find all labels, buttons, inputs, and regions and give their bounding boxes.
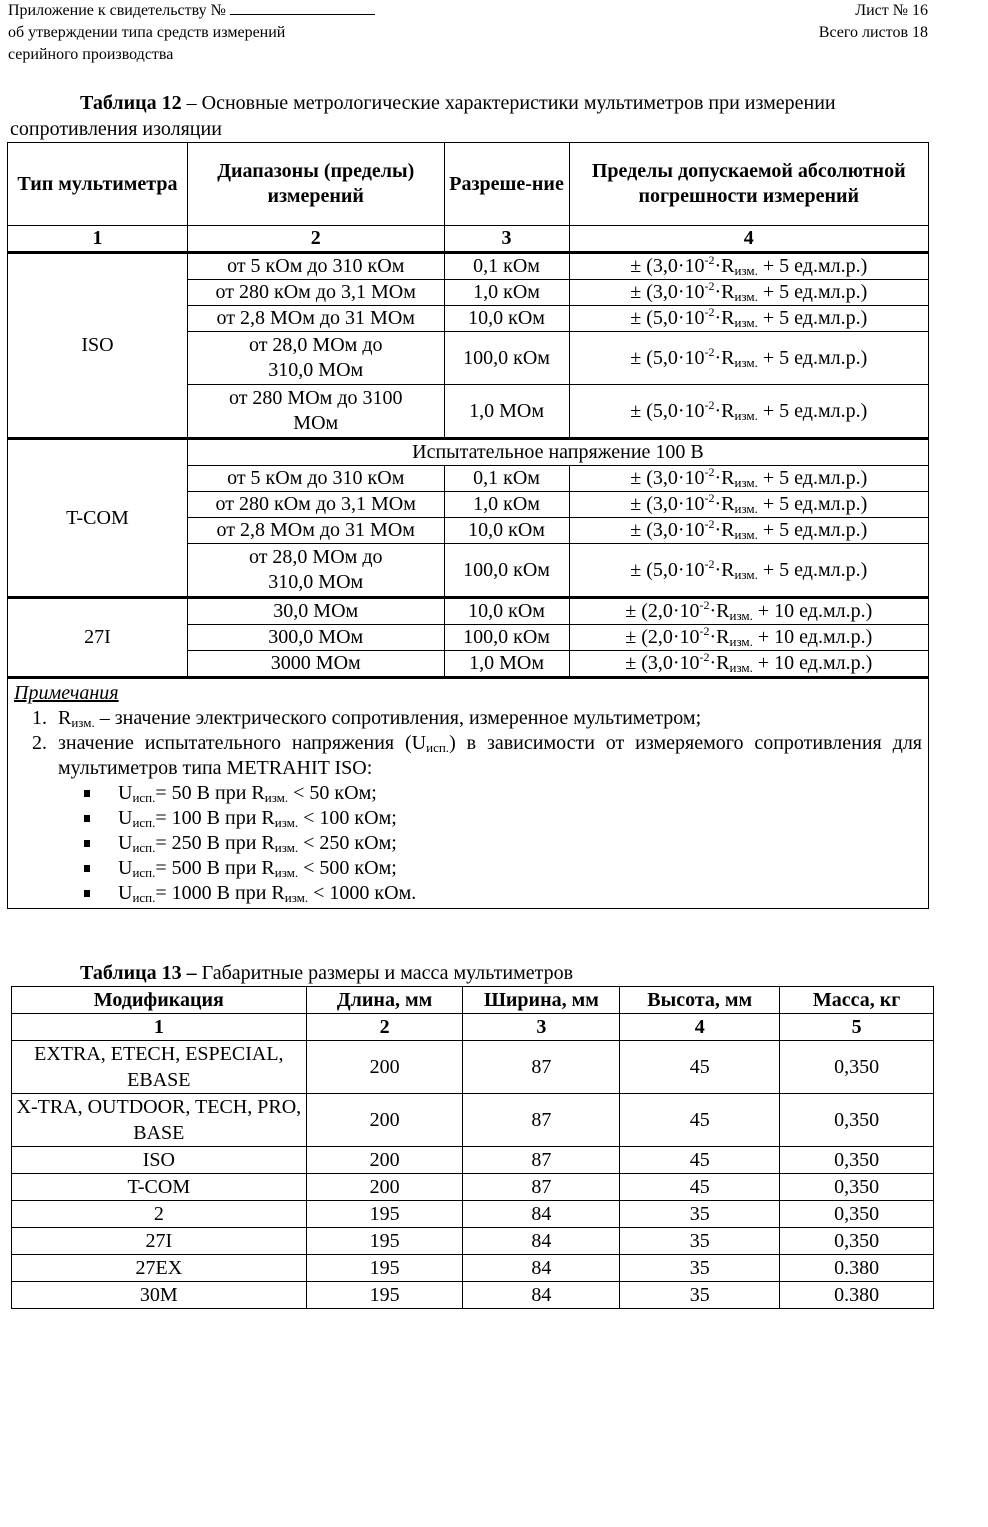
resistance-subscript: изм.: [734, 289, 758, 304]
header-line-2: об утверждении типа средств измерений: [8, 24, 286, 41]
resistance-subscript: изм.: [71, 715, 95, 730]
table-12-label: Таблица 12: [80, 92, 182, 114]
resistance-subscript: изм.: [729, 634, 753, 649]
error-exponent: -2: [704, 465, 715, 479]
resolution: 1,0 кОм: [444, 492, 569, 518]
length: 200: [306, 1174, 463, 1201]
modification: 27I: [12, 1228, 307, 1255]
multimeter-type: ISO: [8, 253, 188, 439]
header-line-1: Приложение к свидетельству №: [8, 0, 375, 22]
table-row: [8, 439, 929, 466]
voltage-value: = 250 В при R: [155, 832, 275, 854]
resistance-symbol: ·R: [709, 626, 730, 648]
resistance-limit: < 1000 кОм.: [308, 882, 417, 904]
voltage-subscript: исп.: [132, 890, 156, 905]
error-digits: + 5 ед.мл.р.): [757, 255, 868, 277]
resistance-symbol: ·R: [714, 399, 735, 422]
table-13-column-numbers: [12, 1014, 934, 1041]
column-number: 2: [306, 1014, 463, 1041]
document-header-right: [819, 0, 928, 44]
column-number: 1: [8, 226, 188, 253]
total-sheets: Всего листов 18: [818, 24, 928, 41]
column-header: Тип мультиметра: [8, 143, 188, 226]
height: 45: [620, 1094, 780, 1147]
note-text: – значение электрического сопротивления, измеренное мультиметром;: [94, 707, 702, 729]
column-number: 5: [780, 1014, 934, 1041]
voltage-subscript: исп.: [426, 740, 450, 755]
note-2: [52, 731, 928, 781]
resistance-symbol: ·R: [714, 307, 735, 329]
modification: ISO: [12, 1147, 307, 1174]
length: 200: [306, 1147, 463, 1174]
resistance-symbol: ·R: [714, 493, 735, 515]
length: 195: [306, 1282, 463, 1309]
multimeter-type: 27I: [8, 598, 188, 678]
resistance-symbol: ·R: [714, 281, 735, 303]
width: 87: [463, 1174, 620, 1201]
modification: EXTRA, ETECH, ESPECIAL, EBASE: [12, 1041, 307, 1094]
resistance-symbol: ·R: [709, 600, 730, 622]
width: 87: [463, 1041, 620, 1094]
resistance-symbol: ·R: [714, 255, 735, 277]
error-limit: [569, 466, 929, 492]
mass: 0,350: [780, 1147, 934, 1174]
resistance-limit: < 500 кОм;: [298, 857, 397, 879]
height: 45: [620, 1174, 780, 1201]
error-limit: [569, 625, 929, 651]
column-number: 4: [620, 1014, 780, 1041]
column-number: 3: [463, 1014, 620, 1041]
measurement-range: от 5 кОм до 310 кОм: [187, 466, 444, 492]
measurement-range: 30,0 МОм: [187, 598, 444, 625]
voltage-subscript: исп.: [132, 865, 156, 880]
modification: T-COM: [12, 1174, 307, 1201]
error-digits: + 10 ед.мл.р.): [752, 652, 873, 674]
resolution: 0,1 кОм: [444, 253, 569, 280]
column-header: Длина, мм: [306, 987, 463, 1014]
voltage-symbol: U: [118, 832, 133, 854]
column-header: Модификация: [12, 987, 307, 1014]
column-header: Масса, кг: [780, 987, 934, 1014]
resistance-subscript: изм.: [734, 263, 758, 278]
test-voltage-item: [118, 831, 928, 856]
resistance-subscript: изм.: [734, 407, 758, 423]
resolution: 1,0 кОм: [444, 280, 569, 306]
error-exponent: -2: [699, 650, 710, 664]
measurement-range: от 280 кОм до 3,1 МОм: [187, 280, 444, 306]
voltage-symbol: U: [118, 857, 133, 879]
error-exponent: -2: [704, 253, 715, 267]
error-limit: [569, 253, 929, 280]
width: 84: [463, 1282, 620, 1309]
error-coefficient: ± (5,0·10: [630, 558, 705, 581]
table-13-label: Таблица 13 –: [80, 962, 197, 984]
error-coefficient: ± (3,0·10: [630, 467, 705, 489]
height: 35: [620, 1228, 780, 1255]
table-row: [12, 1147, 934, 1174]
note-text: ) в зависимости от измеряемого сопротивления для мультиметров типа METRAHIT ISO:: [58, 732, 923, 779]
error-digits: + 5 ед.мл.р.): [757, 281, 868, 303]
width: 84: [463, 1201, 620, 1228]
length: 195: [306, 1201, 463, 1228]
column-header: Пределы допускаемой абсолютной погрешности измерений: [569, 143, 929, 226]
error-coefficient: ± (3,0·10: [630, 281, 705, 303]
column-header: Ширина, мм: [463, 987, 620, 1014]
modification: X-TRA, OUTDOOR, TECH, PRO, BASE: [12, 1094, 307, 1147]
column-number: 3: [444, 226, 569, 253]
column-number: 2: [187, 226, 444, 253]
length: 200: [306, 1041, 463, 1094]
test-voltage-subheader: Испытательное напряжение 100 В: [187, 439, 928, 466]
voltage-symbol: U: [118, 807, 133, 829]
error-coefficient: ± (3,0·10: [630, 519, 705, 541]
table-12: [7, 142, 929, 909]
error-digits: + 5 ед.мл.р.): [757, 558, 868, 581]
notes-list: [14, 706, 928, 781]
test-voltage-item: [118, 881, 928, 906]
test-voltage-item: [118, 781, 928, 806]
length: 195: [306, 1255, 463, 1282]
resistance-subscript: изм.: [734, 527, 758, 542]
error-exponent: -2: [704, 397, 715, 412]
measurement-range: от 280 кОм до 3,1 МОм: [187, 492, 444, 518]
resistance-symbol: ·R: [709, 652, 730, 674]
width: 84: [463, 1255, 620, 1282]
height: 35: [620, 1282, 780, 1309]
error-digits: + 10 ед.мл.р.): [752, 600, 873, 622]
error-digits: + 5 ед.мл.р.): [757, 467, 868, 489]
error-limit: [569, 280, 929, 306]
width: 87: [463, 1147, 620, 1174]
measurement-range: от 28,0 МОм до 310,0 МОм: [187, 544, 444, 598]
error-digits: + 5 ед.мл.р.): [757, 519, 868, 541]
error-digits: + 10 ед.мл.р.): [752, 626, 873, 648]
resistance-subscript: изм.: [274, 840, 299, 855]
measurement-range: от 280 МОм до 3100 МОм: [187, 385, 444, 439]
resistance-subscript: изм.: [729, 608, 753, 623]
table-row: [12, 1282, 934, 1309]
measurement-range: 300,0 МОм: [187, 625, 444, 651]
notes-title: Примечания: [14, 682, 119, 704]
resistance-limit: < 100 кОм;: [298, 807, 397, 829]
resistance-symbol: ·R: [714, 467, 735, 489]
table-12-caption: [10, 90, 925, 142]
width: 84: [463, 1228, 620, 1255]
error-limit: [569, 518, 929, 544]
height: 45: [620, 1147, 780, 1174]
modification: 27EX: [12, 1255, 307, 1282]
resistance-subscript: изм.: [734, 501, 758, 516]
error-limit: [569, 385, 929, 439]
width: 87: [463, 1094, 620, 1147]
column-number: 1: [12, 1014, 307, 1041]
multimeter-type: T-COM: [8, 439, 188, 598]
error-coefficient: ± (5,0·10: [630, 307, 705, 329]
mass: 0,350: [780, 1094, 934, 1147]
error-exponent: -2: [704, 517, 715, 531]
column-number: 4: [569, 226, 929, 253]
error-exponent: -2: [704, 279, 715, 293]
table-row: [12, 1094, 934, 1147]
mass: 0.380: [780, 1255, 934, 1282]
resolution: 1,0 МОм: [444, 651, 569, 678]
table-row: [12, 1228, 934, 1255]
test-voltage-item: [118, 806, 928, 831]
error-limit: [569, 544, 929, 598]
resolution: 100,0 кОм: [444, 332, 569, 385]
error-coefficient: ± (2,0·10: [625, 600, 700, 622]
resistance-symbol: R: [58, 707, 72, 729]
document-header-left: [8, 0, 375, 66]
table-12-column-numbers: [8, 226, 929, 253]
table-13: [11, 986, 934, 1309]
resolution: 10,0 кОм: [444, 306, 569, 332]
error-exponent: -2: [704, 305, 715, 319]
error-limit: [569, 492, 929, 518]
error-limit: [569, 598, 929, 625]
measurement-range: от 2,8 МОм до 31 МОм: [187, 306, 444, 332]
table-row: [12, 1255, 934, 1282]
table-13-title: Габаритные размеры и масса мультиметров: [196, 962, 574, 984]
resistance-symbol: ·R: [714, 558, 735, 581]
notes-cell: [8, 678, 929, 909]
voltage-value: = 100 В при R: [155, 807, 275, 829]
error-exponent: -2: [704, 556, 715, 571]
voltage-symbol: U: [118, 782, 133, 804]
table-13-caption: [80, 960, 573, 986]
notes-row: [8, 678, 929, 909]
table-row: [8, 598, 929, 625]
table-row: [8, 253, 929, 280]
resolution: 100,0 кОм: [444, 544, 569, 598]
error-coefficient: ± (3,0·10: [630, 493, 705, 515]
resistance-subscript: изм.: [274, 865, 299, 880]
voltage-subscript: исп.: [132, 790, 156, 805]
mass: 0,350: [780, 1201, 934, 1228]
resolution: 100,0 кОм: [444, 625, 569, 651]
measurement-range: 3000 МОм: [187, 651, 444, 678]
note-1: [52, 706, 928, 731]
error-limit: [569, 306, 929, 332]
error-exponent: -2: [704, 491, 715, 505]
resistance-subscript: изм.: [264, 790, 289, 805]
table-row: [12, 1201, 934, 1228]
resistance-subscript: изм.: [284, 890, 309, 905]
resistance-subscript: изм.: [734, 354, 758, 370]
resolution: 1,0 МОм: [444, 385, 569, 439]
table-12-title: – Основные метрологические характеристики мультиметров при измерении сопротивления изоляции: [10, 92, 836, 140]
error-digits: + 5 ед.мл.р.): [757, 346, 868, 369]
error-limit: [569, 651, 929, 678]
measurement-range: от 5 кОм до 310 кОм: [187, 253, 444, 280]
resolution: 10,0 кОм: [444, 518, 569, 544]
test-voltage-item: [118, 856, 928, 881]
voltage-symbol: U: [118, 882, 133, 904]
certificate-number-blank: [230, 0, 375, 15]
resistance-limit: < 50 кОм;: [288, 782, 377, 804]
length: 195: [306, 1228, 463, 1255]
resolution: 10,0 кОм: [444, 598, 569, 625]
column-header: Разреше-ние: [444, 143, 569, 226]
table-12-header-row: [8, 143, 929, 226]
error-exponent: -2: [704, 344, 715, 359]
test-voltage-list: [14, 781, 928, 906]
sheet-number: Лист № 16: [855, 2, 928, 19]
voltage-subscript: исп.: [132, 840, 156, 855]
voltage-value: = 1000 В при R: [155, 882, 285, 904]
column-header: Диапазоны (пределы) измерений: [187, 143, 444, 226]
modification: 30M: [12, 1282, 307, 1309]
column-header: Высота, мм: [620, 987, 780, 1014]
length: 200: [306, 1094, 463, 1147]
voltage-subscript: исп.: [132, 815, 156, 830]
height: 35: [620, 1201, 780, 1228]
height: 45: [620, 1041, 780, 1094]
error-digits: + 5 ед.мл.р.): [757, 493, 868, 515]
voltage-value: = 500 В при R: [155, 857, 275, 879]
resistance-subscript: изм.: [734, 475, 758, 490]
modification: 2: [12, 1201, 307, 1228]
measurement-range: от 28,0 МОм до 310,0 МОм: [187, 332, 444, 385]
error-digits: + 5 ед.мл.р.): [757, 399, 868, 422]
error-coefficient: ± (3,0·10: [630, 255, 705, 277]
note-text: значение испытательного напряжения (U: [58, 732, 427, 754]
resistance-symbol: ·R: [714, 519, 735, 541]
table-13-header-row: [12, 987, 934, 1014]
error-coefficient: ± (5,0·10: [630, 346, 705, 369]
mass: 0,350: [780, 1041, 934, 1094]
error-coefficient: ± (3,0·10: [625, 652, 700, 674]
header-line-3: серийного производства: [8, 46, 174, 63]
error-coefficient: ± (2,0·10: [625, 626, 700, 648]
height: 35: [620, 1255, 780, 1282]
resistance-subscript: изм.: [734, 566, 758, 582]
resistance-subscript: изм.: [274, 815, 299, 830]
error-exponent: -2: [699, 598, 710, 612]
resolution: 0,1 кОм: [444, 466, 569, 492]
resistance-subscript: изм.: [729, 660, 753, 675]
error-coefficient: ± (5,0·10: [630, 399, 705, 422]
error-limit: [569, 332, 929, 385]
resistance-limit: < 250 кОм;: [298, 832, 397, 854]
error-digits: + 5 ед.мл.р.): [757, 307, 868, 329]
resistance-subscript: изм.: [734, 315, 758, 330]
resistance-symbol: ·R: [714, 346, 735, 369]
table-row: [12, 1041, 934, 1094]
error-exponent: -2: [699, 624, 710, 638]
measurement-range: от 2,8 МОм до 31 МОм: [187, 518, 444, 544]
mass: 0,350: [780, 1174, 934, 1201]
mass: 0.380: [780, 1282, 934, 1309]
table-row: [12, 1174, 934, 1201]
voltage-value: = 50 В при R: [155, 782, 265, 804]
mass: 0,350: [780, 1228, 934, 1255]
